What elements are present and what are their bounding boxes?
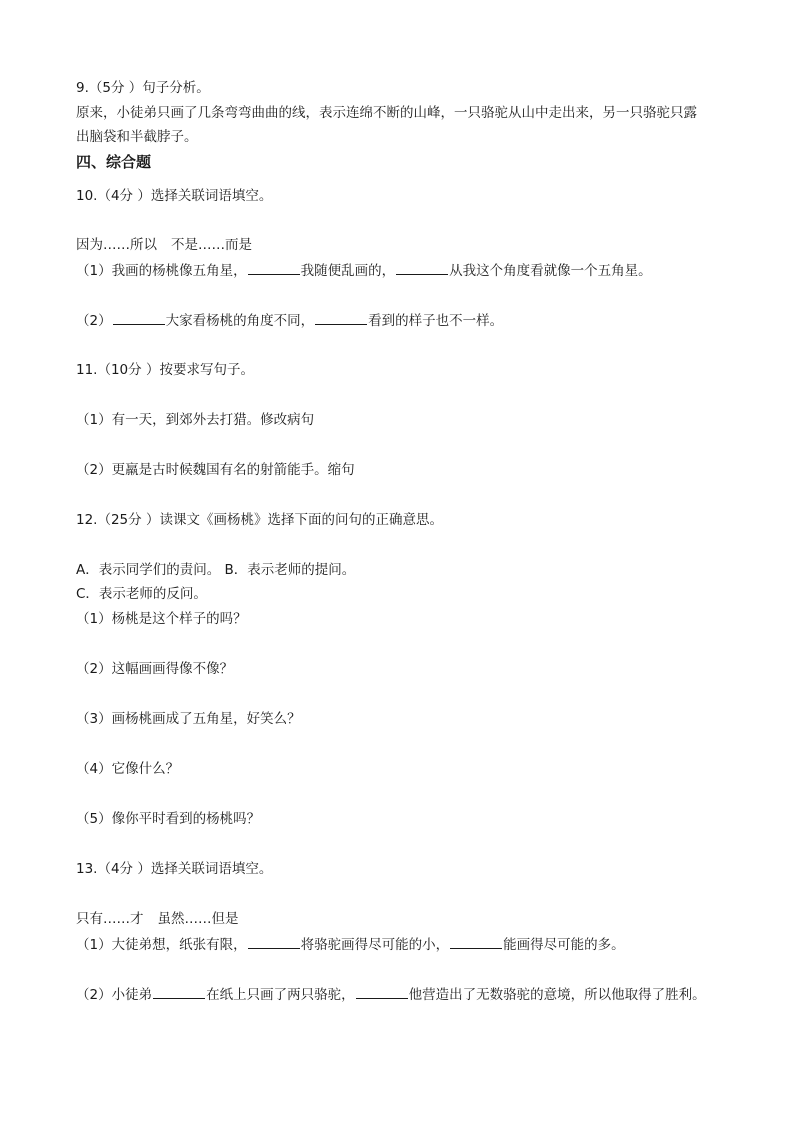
q9-sentence-line1: 原来，小徒弟只画了几条弯弯曲曲的线，表示连绵不断的山峰，一只骆驼从山中走出来，另一只骆驼只露 <box>76 105 697 121</box>
q12-header: 12.（25分 ）读课文《画杨桃》选择下面的问句的正确意思。 <box>76 512 443 528</box>
q13-item2-text1: 小徒弟 <box>111 987 153 1003</box>
q13-options <box>76 910 239 928</box>
q13-item1-blank1[interactable] <box>248 935 300 949</box>
q10-item2-num: （2） <box>76 313 112 329</box>
q12-item5: （5）像你平时看到的杨桃吗？ <box>76 811 261 827</box>
q10-item1-text3: 从我这个角度看就像一个五角星。 <box>449 263 652 279</box>
q10-option-a: 因为……所以 <box>76 237 157 253</box>
q10-item2-text2: 大家看杨桃的角度不同， <box>165 313 315 329</box>
q11-header: 11.（10分 ）按要求写句子。 <box>76 362 254 378</box>
q11-item1: （1）有一天，到郊外去打猎。修改病句 <box>76 412 315 428</box>
q12-item1: （1）杨桃是这个样子的吗？ <box>76 611 247 627</box>
q13-item1-text3: 能画得尽可能的多。 <box>503 937 625 953</box>
q12-item4: （4）它像什么？ <box>76 761 180 777</box>
q10-item2-blank1[interactable] <box>113 311 165 325</box>
q13-item1-num: （1） <box>76 937 112 953</box>
q13-item1 <box>76 935 625 954</box>
q10-item1-text1: 我画的杨桃像五角星， <box>111 263 247 279</box>
q13-item2-text2: 在纸上只画了两只骆驼， <box>206 987 355 1003</box>
q13-item1-text2: 将骆驼画得尽可能的小， <box>300 937 450 953</box>
q12-choice-c: C．表示老师的反问。 <box>76 586 207 602</box>
q13-item2-text3: 他营造出了无数骆驼的意境，所以他取得了胜利。 <box>408 987 706 1003</box>
q10-item1 <box>76 261 652 280</box>
q13-header: 13.（4分 ）选择关联词语填空。 <box>76 861 273 877</box>
q12-choice-ab: A．表示同学们的责问。 B．表示老师的提问。 <box>76 562 356 578</box>
q10-item1-text2: 我随便乱画的， <box>300 263 396 279</box>
q10-option-b: 不是……而是 <box>171 237 252 253</box>
q10-header: 10.（4分 ）选择关联词语填空。 <box>76 188 273 204</box>
q10-item1-blank1[interactable] <box>248 261 300 275</box>
q10-options <box>76 236 252 254</box>
q13-item1-text1: 大徒弟想，纸张有限， <box>111 937 247 953</box>
q9-header: 9.（5分 ）句子分析。 <box>76 80 210 96</box>
q13-item2 <box>76 985 706 1004</box>
q13-option-a: 只有……才 <box>76 911 144 927</box>
q10-item1-num: （1） <box>76 263 112 279</box>
q13-item2-blank2[interactable] <box>356 985 408 999</box>
q13-option-b: 虽然……但是 <box>157 911 239 927</box>
q10-item2-blank2[interactable] <box>315 311 367 325</box>
q13-item2-blank1[interactable] <box>153 985 205 999</box>
q10-item2 <box>76 311 503 330</box>
q12-item2: （2）这幅画画得像不像？ <box>76 661 234 677</box>
q10-item1-blank2[interactable] <box>396 261 448 275</box>
q10-item2-text3: 看到的样子也不一样。 <box>368 313 504 329</box>
q13-item2-num: （2） <box>76 987 112 1003</box>
q9-sentence-line2: 出脑袋和半截脖子。 <box>76 129 198 145</box>
q12-item3: （3）画杨桃画成了五角星，好笑么？ <box>76 711 301 727</box>
q13-item1-blank2[interactable] <box>450 935 502 949</box>
section-title: 四、综合题 <box>76 153 152 171</box>
q11-item2: （2）更羸是古时候魏国有名的射箭能手。缩句 <box>76 462 355 478</box>
